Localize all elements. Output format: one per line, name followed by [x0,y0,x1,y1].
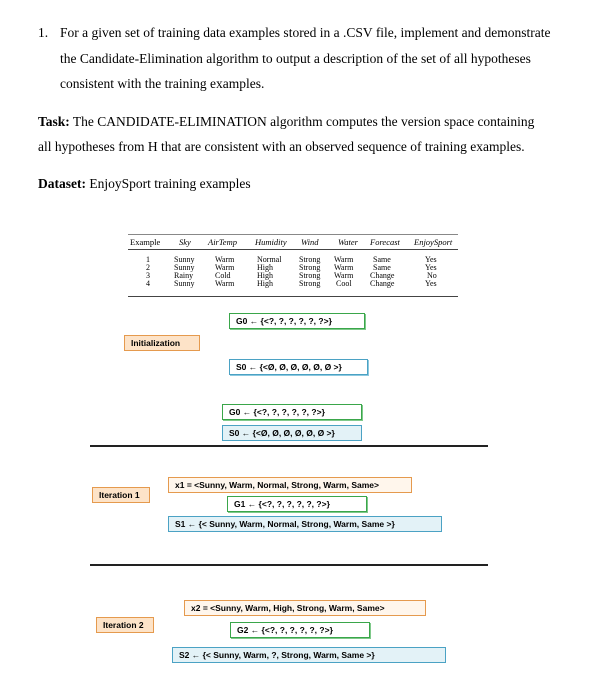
task-line-1 [38,114,534,130]
x2-box: x2 = <Sunny, Warm, High, Strong, Warm, Same> [184,600,426,616]
init-s0-box: S0 ← {<Ø, Ø, Ø, Ø, Ø, Ø >} [229,359,368,375]
dataset-line [38,176,251,192]
s2-box: S2 ← {< Sunny, Warm, ?, Strong, Warm, Same >} [172,647,446,663]
col-sky: Sky [179,237,191,247]
divider-2 [90,564,488,566]
col-water: Water [338,237,358,247]
col-airtemp: AirTemp [208,237,237,247]
task-line-2: all hypotheses from H that are consistent with an observed sequence of training examples. [38,139,525,154]
initialization-label: Initialization [124,335,200,351]
combo-s0-box: S0 ← {<Ø, Ø, Ø, Ø, Ø, Ø >} [222,425,362,441]
combo-g0-box: G0 ← {<?, ?, ?, ?, ?, ?>} [222,404,362,420]
col-wind: Wind [301,237,319,247]
table-row: 2 Sunny Warm High Strong Warm Same Yes [146,263,437,272]
s1-box: S1 ← {< Sunny, Warm, Normal, Strong, Warm, Same >} [168,516,442,532]
col-forecast: Forecast [370,237,400,247]
task-label: Task: [38,114,70,129]
table-header [128,234,458,250]
g2-box: G2 ← {<?, ?, ?, ?, ?, ?>} [230,622,370,638]
question-line-2: the Candidate-Elimination algorithm to output a description of the set of all hypotheses [60,51,531,66]
iteration-2-label: Iteration 2 [96,617,154,633]
table-bottom-rule [128,296,458,297]
iteration-1-label: Iteration 1 [92,487,150,503]
x1-box: x1 = <Sunny, Warm, Normal, Strong, Warm, Same> [168,477,412,493]
table-row: 4 Sunny Warm High Strong Cool Change Yes [146,279,437,288]
table-row: 3 Rainy Cold High Strong Warm Change No [146,271,437,280]
task-text-1: The CANDIDATE-ELIMINATION algorithm computes the version space containing [69,114,535,129]
col-example: Example [130,237,161,247]
table-row: 1 Sunny Warm Normal Strong Warm Same Yes [146,255,437,264]
question-line-1: For a given set of training data examples stored in a .CSV file, implement and demonstrate [60,25,551,40]
divider-1 [90,445,488,447]
col-enjoysport: EnjoySport [414,237,453,247]
init-g0-box: G0 ← {<?, ?, ?, ?, ?, ?>} [229,313,365,329]
g1-box: G1 ← {<?, ?, ?, ?, ?, ?>} [227,496,367,512]
dataset-text: EnjoySport training examples [85,176,251,191]
dataset-label: Dataset: [38,176,86,191]
question-line-3: consistent with the training examples. [60,76,265,91]
col-humidity: Humidity [255,237,287,247]
question-number: 1. [38,25,49,40]
